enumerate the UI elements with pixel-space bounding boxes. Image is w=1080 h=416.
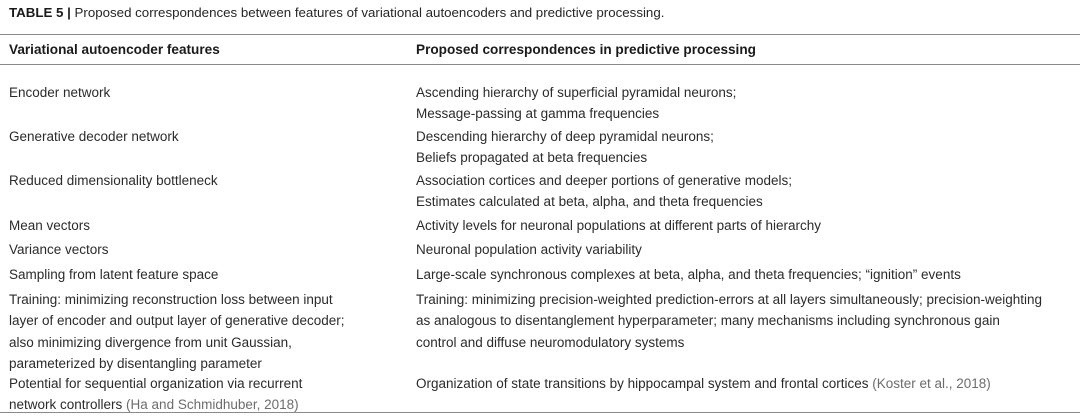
cell-line: Mean vectors [9, 218, 91, 233]
cell-line: Variance vectors [9, 242, 109, 257]
feature-cell [9, 82, 409, 103]
correspondence-cell [416, 239, 1080, 260]
caption-text: Proposed correspondences between features of variational autoencoders and predictive processing. [74, 5, 665, 20]
feature-cell [9, 170, 409, 191]
cell-line: Generative decoder network [9, 129, 179, 144]
cell-line [416, 373, 1080, 394]
cell-line: Potential for sequential organization via recurrent [9, 376, 303, 391]
feature-cell [9, 215, 409, 236]
cell-line: Beliefs propagated at beta frequencies [416, 150, 648, 166]
correspondence-cell [416, 264, 1080, 285]
correspondence-cell [416, 170, 1080, 213]
cell-line: Association cortices and deeper portions of generative models; [416, 173, 792, 188]
correspondence-cell [416, 373, 1080, 394]
cell-line: Training: minimizing reconstruction loss between input [9, 292, 333, 307]
table-label: TABLE 5 | [9, 5, 71, 20]
correspondence-cell [416, 82, 1080, 125]
cell-line: Descending hierarchy of deep pyramidal neurons; [416, 129, 714, 144]
cell-line: as analogous to disentanglement hyperparameter; many mechanisms including synchronous gain [416, 313, 1000, 329]
cell-line-text: network controllers [9, 397, 127, 413]
feature-cell [9, 264, 409, 285]
correspondence-cell [416, 289, 1080, 353]
cell-line: Sampling from latent feature space [9, 267, 219, 282]
cell-line: control and diffuse neuromodulatory systems [416, 334, 685, 350]
feature-cell [9, 289, 409, 375]
correspondence-cell [416, 126, 1080, 169]
cell-line: parameterized by disentangling parameter [9, 356, 262, 372]
header-vae-features: Variational autoencoder features [9, 42, 220, 57]
cell-line: Neuronal population activity variability [416, 242, 642, 257]
feature-cell [9, 126, 409, 147]
cell-line: Reduced dimensionality bottleneck [9, 173, 218, 188]
citation-ha-schmidhuber: (Ha and Schmidhuber, 2018) [126, 397, 299, 413]
citation-koster: (Koster et al., 2018) [872, 376, 991, 391]
cell-line: Activity levels for neuronal populations at different parts of hierarchy [416, 218, 821, 233]
cell-line: layer of encoder and output layer of generative decoder; [9, 313, 345, 329]
cell-line: Estimates calculated at beta, alpha, and theta frequencies [416, 194, 763, 210]
cell-line: Encoder network [9, 85, 111, 100]
cell-line: Message-passing at gamma frequencies [416, 106, 660, 122]
header-correspondences: Proposed correspondences in predictive processing [416, 42, 756, 57]
cell-line: Large-scale synchronous complexes at beta, alpha, and theta frequencies; “ignition” events [416, 267, 961, 282]
cell-line: Training: minimizing precision-weighted prediction-errors at all layers simultaneously; precision-weighting [416, 292, 1043, 307]
feature-cell [9, 239, 409, 260]
cell-line: also minimizing divergence from unit Gaussian, [9, 334, 292, 350]
correspondence-cell [416, 215, 1080, 236]
feature-cell [9, 373, 409, 416]
cell-line-text: Organization of state transitions by hippocampal system and frontal cortices [416, 376, 873, 391]
cell-line: Ascending hierarchy of superficial pyramidal neurons; [416, 85, 737, 100]
